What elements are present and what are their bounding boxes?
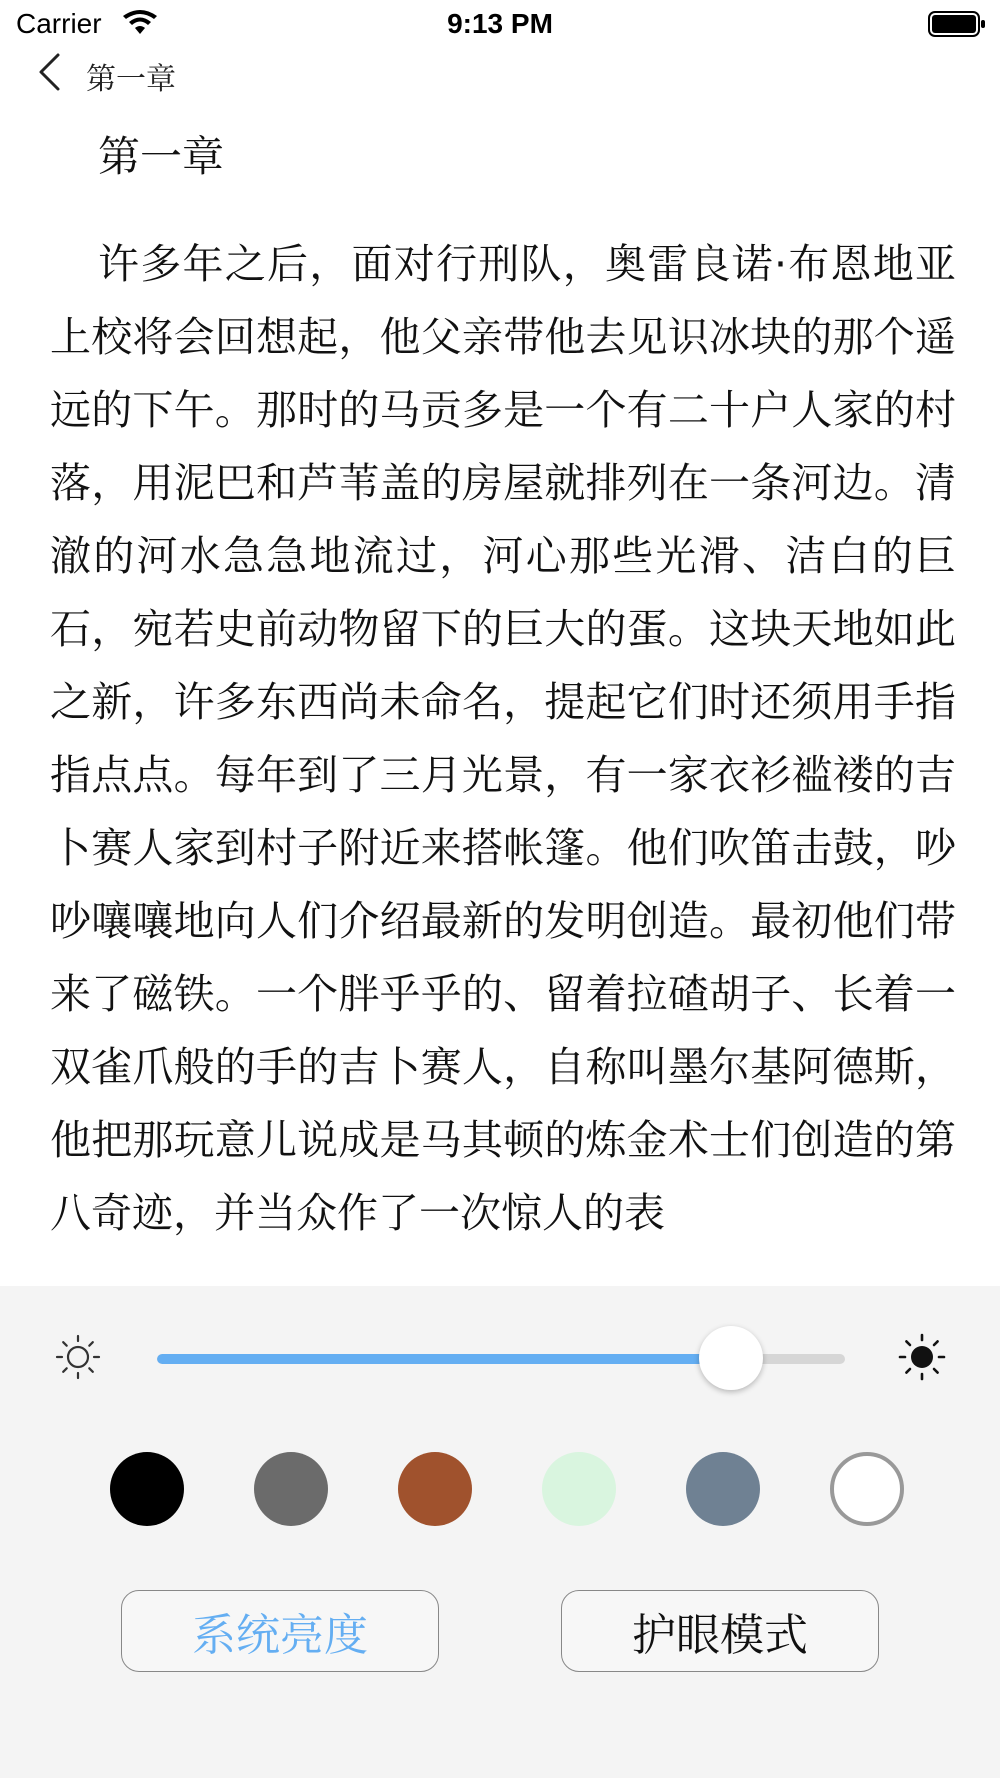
chapter-heading: 第一章 [98, 132, 225, 181]
chapter-text: 许多年之后，面对行刑队，奥雷良诺·布恩地亚上校将会回想起，他父亲带他去见识冰块的那个遥远的下午。那时的马贡多是一个有二十户人家的村落，用泥巴和芦苇盖的房屋就排列在一条河边。清澈的河水急急地流过，河心那些光滑、洁白的巨石，宛若史前动物留下的巨大的蛋。这块天地如此之新，许多东西尚未命名，提起它们时还须用手指指点点。每年到了三月光景，有一家衣衫褴褛的吉卜赛人家到村子附近来搭帐篷。他们吹笛击鼓，吵吵嚷嚷地向人们介绍最新的发明创造。最初他们带来了磁铁。一个胖乎乎的、留着拉碴胡子、长着一双雀爪般的手的吉卜赛人，自称叫墨尔基阿德斯，他把那玩意儿说成是马其顿的炼金术士们创造的第八奇迹，并当众作了一次惊人的表 [50, 240, 956, 1237]
nav-title: 第一章 [86, 62, 176, 97]
theme-swatch-slate[interactable] [686, 1452, 760, 1526]
brightness-slider[interactable] [157, 1326, 845, 1390]
system-brightness-button[interactable]: 系统亮度 [121, 1590, 439, 1672]
brightness-slider-thumb[interactable] [699, 1326, 763, 1390]
sun-filled-icon [897, 1332, 947, 1382]
reading-settings-panel [0, 1286, 1000, 1778]
theme-swatch-white[interactable] [830, 1452, 904, 1526]
nav-bar [0, 50, 1000, 97]
carrier-label: Carrier [16, 8, 102, 39]
back-chevron-icon[interactable] [36, 52, 66, 92]
theme-swatch-mint[interactable] [542, 1452, 616, 1526]
battery-icon [928, 11, 986, 37]
status-bar [0, 0, 1000, 50]
theme-swatch-gray[interactable] [254, 1452, 328, 1526]
theme-swatches [0, 1452, 1000, 1528]
brightness-slider-fill [157, 1354, 731, 1364]
reading-area[interactable] [50, 228, 956, 1286]
theme-swatch-brown[interactable] [398, 1452, 472, 1526]
status-time: 9:13 PM [447, 8, 553, 39]
eye-care-mode-button[interactable]: 护眼模式 [561, 1590, 879, 1672]
theme-swatch-black[interactable] [110, 1452, 184, 1526]
sun-outline-icon [53, 1332, 103, 1382]
